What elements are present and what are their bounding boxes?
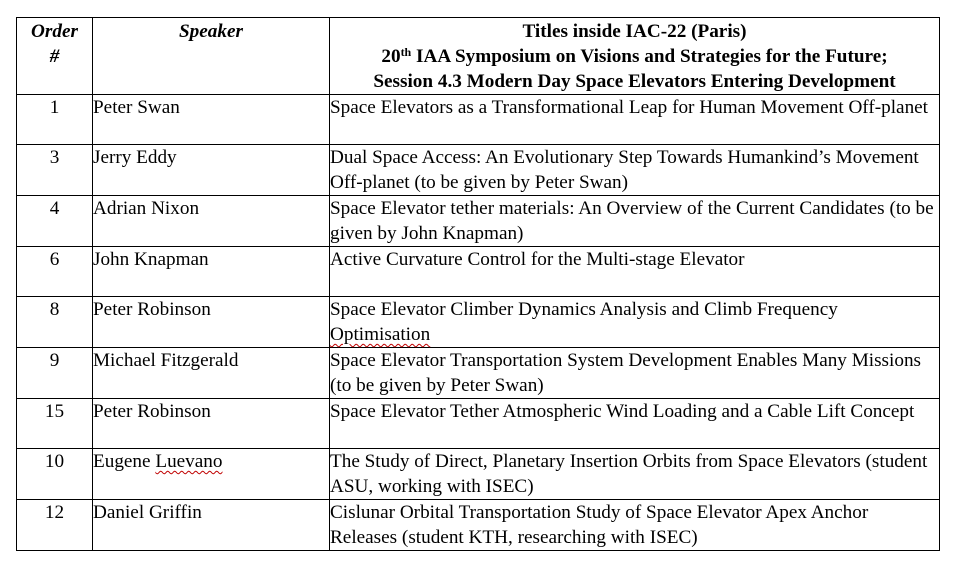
title-text: The Study of Direct, Planetary Insertion Orbits from Space Elevators (student ASU, working with ISEC)	[330, 451, 928, 497]
order-cell: 6	[17, 247, 93, 297]
title-cell	[330, 449, 940, 500]
title-cell	[330, 399, 940, 449]
table-row	[17, 247, 940, 297]
speaker-first-name: Eugene	[93, 451, 156, 472]
title-text: Space Elevator tether materials: An Overview of the Current Candidates (to be given by John Knapman)	[330, 198, 934, 244]
speaker-header-label: Speaker	[179, 21, 243, 42]
table-row	[17, 399, 940, 449]
order-cell: 4	[17, 196, 93, 247]
titles-header-line1: Titles inside IAC-22 (Paris)	[522, 21, 747, 42]
order-cell: 8	[17, 297, 93, 348]
speaker-cell: Peter Robinson	[93, 297, 330, 348]
table-row	[17, 95, 940, 145]
table-row	[17, 500, 940, 551]
order-header-line1: Order	[31, 21, 78, 42]
speaker-cell: Daniel Griffin	[93, 500, 330, 551]
order-column-header	[17, 18, 93, 95]
symposium-ordinal-suffix: th	[400, 45, 412, 59]
session-name: Session 4.3 Modern Day Space Elevators Entering Development	[373, 71, 896, 92]
title-text: Active Curvature Control for the Multi-stage Elevator	[330, 249, 745, 270]
speaker-cell: Michael Fitzgerald	[93, 348, 330, 399]
speaker-cell: Jerry Eddy	[93, 145, 330, 196]
title-text: Space Elevators as a Transformational Leap for Human Movement Off-planet	[330, 97, 929, 118]
title-text: Dual Space Access: An Evolutionary Step Towards Humankind’s Movement Off-planet (to be given by Peter Swan)	[330, 147, 919, 193]
table-header-row	[17, 18, 940, 95]
title-text: Space Elevator Transportation System Development Enables Many Missions (to be given by Peter Swan)	[330, 350, 922, 396]
symposium-name: IAA Symposium on Visions and Strategies for the Future;	[411, 46, 888, 67]
table-row	[17, 297, 940, 348]
order-cell: 1	[17, 95, 93, 145]
title-cell	[330, 297, 940, 348]
title-cell	[330, 196, 940, 247]
table-row	[17, 145, 940, 196]
speaker-column-header	[93, 18, 330, 95]
title-cell	[330, 500, 940, 551]
order-cell: 10	[17, 449, 93, 500]
speaker-cell	[93, 449, 330, 500]
spellcheck-flagged-word: Optimisation	[330, 324, 431, 345]
table-row	[17, 449, 940, 500]
title-text: Cislunar Orbital Transportation Study of Space Elevator Apex Anchor Releases (student KTH, researching with ISEC)	[330, 502, 869, 548]
title-cell	[330, 247, 940, 297]
title-text: Space Elevator Tether Atmospheric Wind Loading and a Cable Lift Concept	[330, 401, 915, 422]
order-header-line2: #	[49, 46, 60, 67]
speaker-cell: Peter Robinson	[93, 399, 330, 449]
speaker-cell: John Knapman	[93, 247, 330, 297]
symposium-number: 20	[381, 46, 401, 67]
title-cell	[330, 348, 940, 399]
table-row	[17, 348, 940, 399]
order-cell: 15	[17, 399, 93, 449]
order-cell: 3	[17, 145, 93, 196]
speaker-cell: Adrian Nixon	[93, 196, 330, 247]
speaker-cell: Peter Swan	[93, 95, 330, 145]
titles-column-header	[330, 18, 940, 95]
title-cell	[330, 145, 940, 196]
spellcheck-flagged-word: Luevano	[155, 451, 223, 472]
order-cell: 9	[17, 348, 93, 399]
title-text: Space Elevator Climber Dynamics Analysis and Climb Frequency	[330, 299, 838, 320]
table-row	[17, 196, 940, 247]
order-cell: 12	[17, 500, 93, 551]
session-schedule-table	[16, 17, 940, 551]
title-cell	[330, 95, 940, 145]
